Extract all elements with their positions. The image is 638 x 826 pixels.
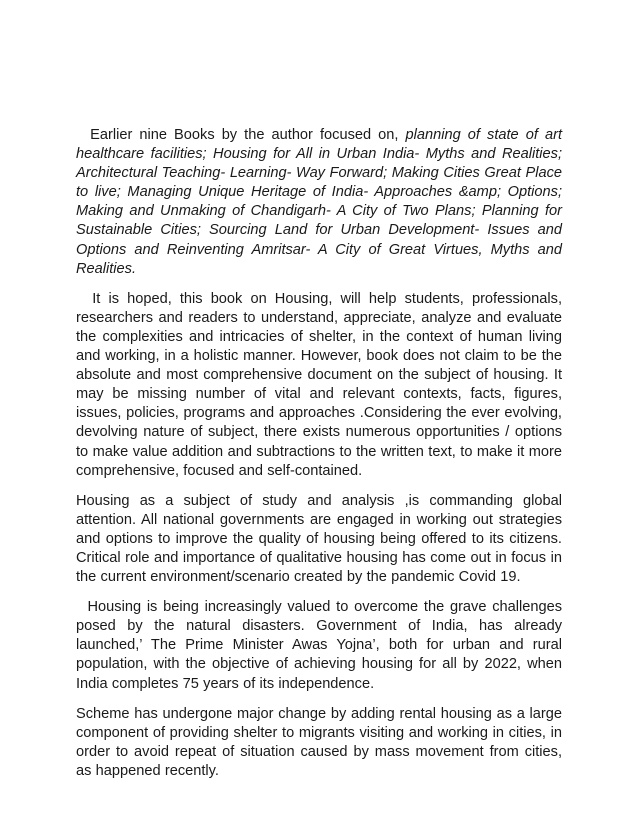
paragraph-lead-text: Earlier nine Books by the author focused on, — [76, 127, 406, 143]
book-titles-italic: planning of state of art healthcare facilities; Housing for All in Urban India- Myths and Realities; Architectural Teaching- Learning- Way Forward; Making Cities Great Place to live; Managing Unique Heritage of India- Approaches &amp; Options; Making and Unmaking of Chandigarh- A City of Two Plans; Planning for Sustainable Cities; Sourcing Land for Urban Development- Issues and Options and Reinventing Amritsar- A City of Great Virtues, Myths and Realities. — [76, 127, 567, 277]
document-page — [76, 126, 567, 792]
paragraph-book-purpose: It is hoped, this book on Housing, will help students, professionals, researchers and readers to understand, appreciate, analyze and evaluate the complexities and intricacies of shelter, in the context of human living and working, in a holistic manner. However, book does not claim to be the absolute and most comprehensive document on the subject of housing. It may be missing number of vital and relevant contexts, facts, figures, issues, policies, programs and approaches .Considering the ever evolving, devolving nature of subject, there exists numerous opportunities / options to make value addition and subtractions to the written text, to make it more comprehensive, focused and self-contained. — [76, 290, 567, 479]
paragraph-rental-housing: Scheme has undergone major change by adding rental housing as a large component of providing shelter to migrants visiting and working in cities, in order to avoid repeat of situation caused by mass movement from cities, as happened recently. — [76, 705, 567, 779]
paragraph-earlier-books — [76, 126, 567, 279]
paragraph-housing-subject: Housing as a subject of study and analysis ,is commanding global attention. All national governments are engaged in working out strategies and options to improve the quality of housing being offered to its citizens. Critical role and importance of qualitative housing has come out in focus in the current environment/scenario created by the pandemic Covid 19. — [76, 492, 567, 586]
paragraph-disasters-pmay: Housing is being increasingly valued to overcome the grave challenges posed by the natural disasters. Government of India, has already launched,’ The Prime Minister Awas Yojna’, both for urban and rural population, with the objective of achieving housing for all by 2022, when India completes 75 years of its independence. — [76, 599, 567, 692]
